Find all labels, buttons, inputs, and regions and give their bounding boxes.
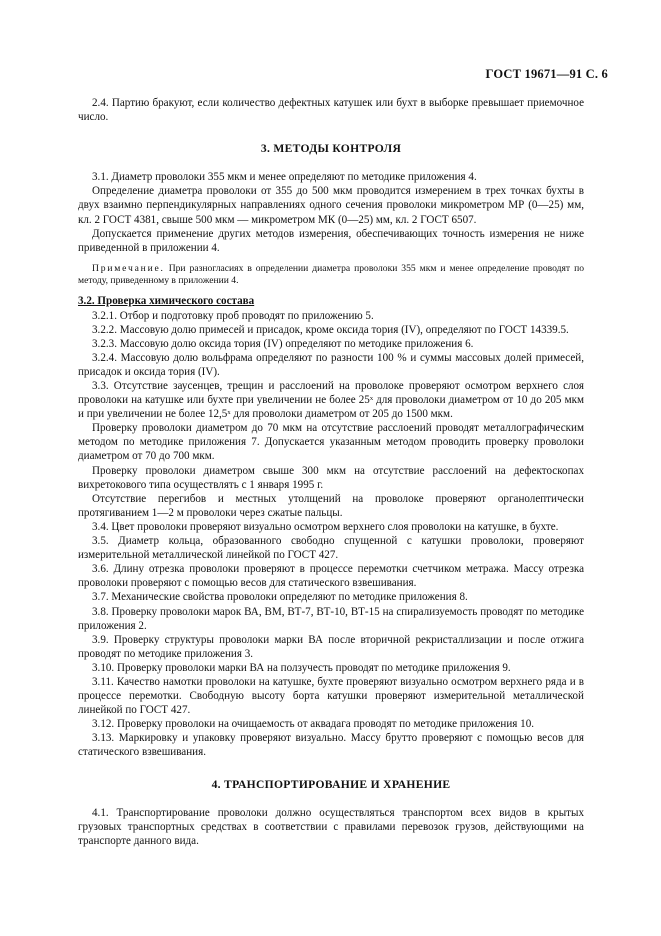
paragraph-3-1: 3.1. Диаметр проволоки 355 мкм и менее определяют по методике приложения 4. (92, 171, 477, 184)
subsection-3-2-label: 3.2. Проверка химического состава (78, 295, 255, 308)
paragraph-3-12: 3.12. Проверку проволоки на очищаемость от аквадага проводят по методике приложения 10. (92, 718, 535, 731)
paragraph-3-2-4: 3.2.4. Массовую долю вольфрама определяют по разности 100 % и суммы массовых долей примесей, присадок и оксида тория (IV). (78, 351, 584, 378)
paragraph-3-10: 3.10. Проверку проволоки марки ВА на ползучесть проводят по методике приложения 9. (92, 661, 511, 674)
paragraph-3-9: 3.9. Проверку структуры проволоки марки ВА после вторичной рекристаллизации и после отжига проводят по методике приложения 3. (78, 633, 584, 660)
paragraph-3-1-b: Определение диаметра проволоки от 355 до 500 мкм проводится измерением в трех точках бухты в двух взаимно перпендикулярных направлениях одного сечения проволоки микрометром МР (0—25) мм, кл. 2 ГОСТ 4381, свыше 500 мкм — микрометром МК (0—25) мм, кл. 2 ГОСТ 6507. (78, 185, 584, 226)
note-text: При разногласиях в определении диаметра проволоки 355 мкм и менее определение проводят по методу, приведенному в приложении 4. (78, 262, 584, 286)
paragraph-3-1-c: Допускается применение других методов измерения, обеспечивающих точность измерения не ниже приведенной в приложении 4. (78, 227, 584, 254)
note (78, 263, 584, 287)
paragraph-3-2-3: 3.2.3. Массовую долю оксида тория (IV) определяют по методике приложения 6. (92, 337, 474, 350)
paragraph-4-1: 4.1. Транспортирование проволоки должно осуществляться транспортом всех видов в крытых грузовых транспортных средствах в соответствии с правилами перевозок грузов, действующими на транспорте данного вида. (78, 806, 584, 847)
paragraph-3-2-1: 3.2.1. Отбор и подготовку проб проводят по приложению 5. (92, 309, 374, 322)
paragraph-3-6: 3.6. Длину отрезка проволоки проверяют в процессе перемотки счетчиком метража. Массу отрезка проволоки проверяют с помощью весов для статического взвешивания. (78, 563, 584, 590)
subsection-3-2-title (78, 294, 584, 308)
paragraph-3-2-2: 3.2.2. Массовую долю примесей и присадок, кроме оксида тория (IV), определяют по ГОСТ 14339.5. (92, 323, 569, 336)
paragraph-3-11: 3.11. Качество намотки проволоки на катушке, бухте проверяют визуально осмотром верхнего ряда и в процессе перемотки. Свободную высоту борта катушки проверяют измерительной металлической линейкой по ГОСТ 427. (78, 675, 584, 717)
paragraph-3-5: 3.5. Диаметр кольца, образованного свободно спущенной с катушки проволоки, проверяют измерительной металлической линейкой по ГОСТ 427. (78, 535, 584, 562)
paragraph-3-3-d: Отсутствие перегибов и местных утолщений на проволоке проверяют органолептически протягиванием 1—2 м проволоки через сжатые пальцы. (78, 492, 584, 519)
page-header: ГОСТ 19671—91 С. 6 (485, 67, 608, 81)
paragraph-3-8: 3.8. Проверку проволоки марок ВА, ВМ, ВТ-7, ВТ-10, ВТ-15 на спирализуемость проводят по методике приложения 2. (78, 605, 584, 632)
paragraph-2-4: 2.4. Партию бракуют, если количество дефектных катушек или бухт в выборке превышает приемочное число. (78, 97, 584, 124)
document-body (78, 96, 584, 848)
paragraph-3-13: 3.13. Маркировку и упаковку проверяют визуально. Массу брутто проверяют с помощью весов для статического взвешивания. (78, 732, 584, 759)
paragraph-3-3: 3.3. Отсутствие заусенцев, трещин и расслоений на проволоке проверяют осмотром верхнего слоя проволоки на катушке или бухте при увеличении не более 25ˣ для проволоки диаметром от 10 до 205 мкм и при увеличении не более 12,5ˣ для проволоки диаметром от 205 до 1500 мкм. (78, 380, 584, 421)
section-3-title: 3. МЕТОДЫ КОНТРОЛЯ (260, 142, 402, 156)
note-label: Примечание. (92, 262, 165, 274)
section-4-title: 4. ТРАНСПОРТИРОВАНИЕ И ХРАНЕНИЕ (211, 777, 451, 791)
paragraph-3-3-b: Проверку проволоки диаметром до 70 мкм на отсутствие расслоений проводят металлографическим методом по методике приложения 7. Допускается указанным методом проводить проверку проволоки диаметром от 70 до 700 мкм. (78, 422, 584, 463)
paragraph-3-4: 3.4. Цвет проволоки проверяют визуально осмотром верхнего слоя проволоки на катушке, в бухте. (92, 520, 559, 533)
paragraph-3-7: 3.7. Механические свойства проволоки определяют по методике приложения 8. (92, 591, 468, 604)
paragraph-3-3-c: Проверку проволоки диаметром свыше 300 мкм на отсутствие расслоений на дефектоскопах вихретокового типа осуществлять с 1 января 1995 г. (78, 464, 584, 491)
